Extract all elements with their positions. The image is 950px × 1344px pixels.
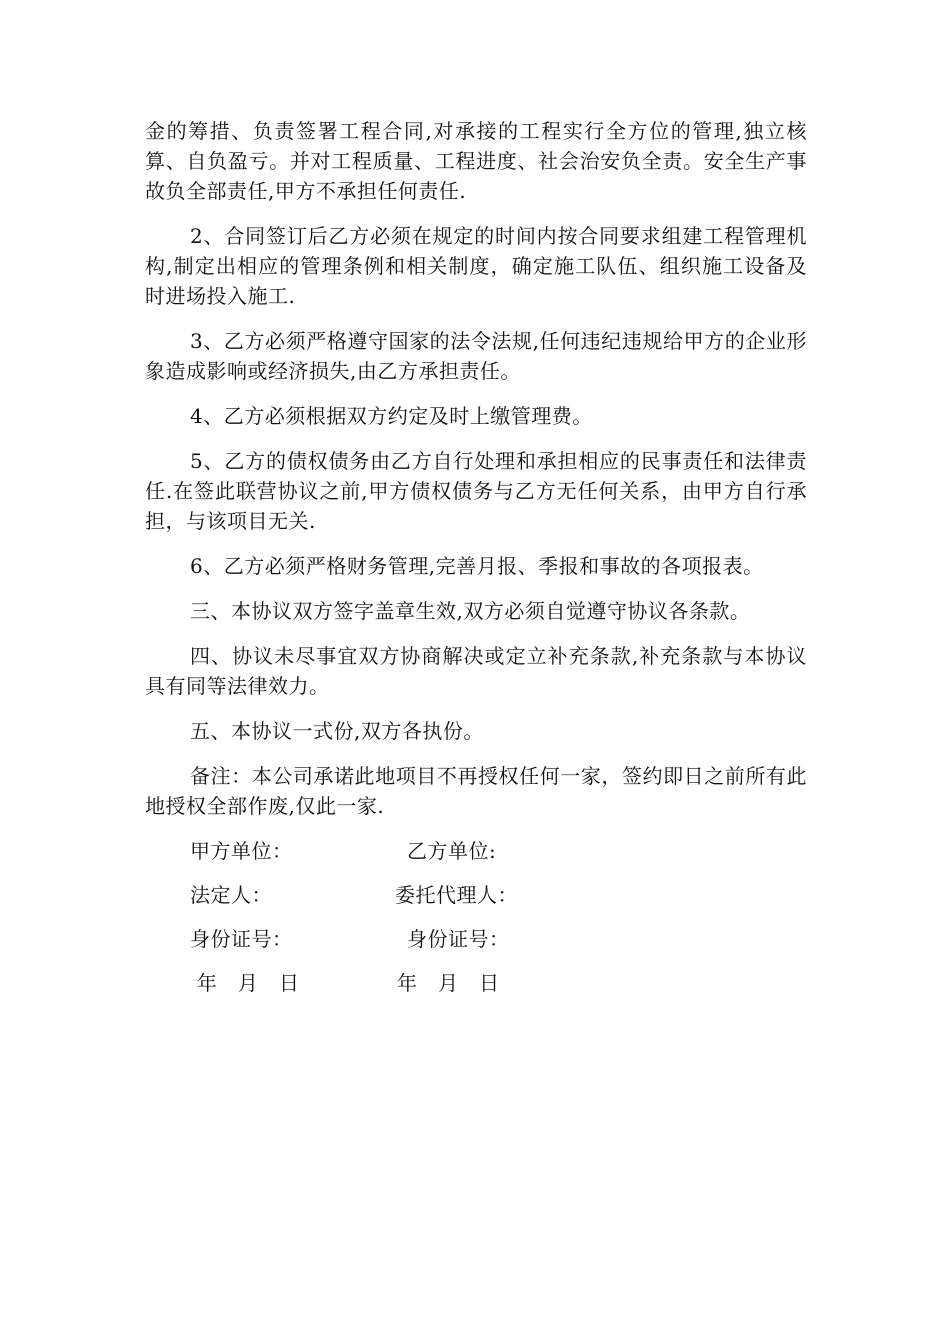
party-a-unit-label: 甲方单位： [190, 839, 293, 863]
clause-6: 6、乙方必须严格财务管理,完善月报、季报和事故的各项报表。 [190, 554, 764, 578]
signature-row-date [145, 968, 807, 998]
signature-row-representative [145, 880, 807, 910]
remark: 备注：本公司承诺此地项目不再授权任何一家，签约即日之前所有此地授权全部作废,仅此一家. [145, 764, 807, 818]
party-b-id-label: 身份证号： [407, 927, 510, 951]
section-3: 三、本协议双方签字盖章生效,双方必须自觉遵守协议各条款。 [190, 599, 751, 623]
party-a-date: 年 月 日 [190, 971, 300, 995]
signature-row-id [145, 924, 807, 954]
paragraph-continuation: 金的筹措、负责签署工程合同,对承接的工程实行全方位的管理,独立核算、自负盈亏。并对工程质量、工程进度、社会治安负全责。安全生产事故负全部责任,甲方不承担任何责任. [145, 119, 807, 203]
clause-5: 5、乙方的债权债务由乙方自行处理和承担相应的民事责任和法律责任.在签此联营协议之前,甲方债权债务与乙方无任何关系，由甲方自行承担，与该项目无关. [145, 449, 807, 533]
party-b-date: 年 月 日 [397, 971, 500, 995]
agent-label: 委托代理人： [395, 883, 518, 907]
party-b-unit-label: 乙方单位: [407, 839, 497, 863]
party-a-id-label: 身份证号： [190, 927, 293, 951]
signature-row-unit [145, 836, 807, 866]
section-5: 五、本协议一式份,双方各执份。 [190, 719, 484, 743]
clause-3: 3、乙方必须严格遵守国家的法令法规,任何违纪违规给甲方的企业形象造成影响或经济损失,由乙方承担责任。 [145, 329, 807, 383]
signature-block [145, 836, 807, 998]
section-4: 四、协议未尽事宜双方协商解决或定立补充条款,补充条款与本协议具有同等法律效力。 [145, 644, 807, 698]
clause-2: 2、合同签订后乙方必须在规定的时间内按合同要求组建工程管理机构,制定出相应的管理条例和相关制度，确定施工队伍、组织施工设备及时进场投入施工. [145, 224, 807, 308]
clause-4: 4、乙方必须根据双方约定及时上缴管理费。 [190, 404, 593, 428]
document-body [145, 116, 807, 1012]
legal-person-label: 法定人： [190, 883, 272, 907]
